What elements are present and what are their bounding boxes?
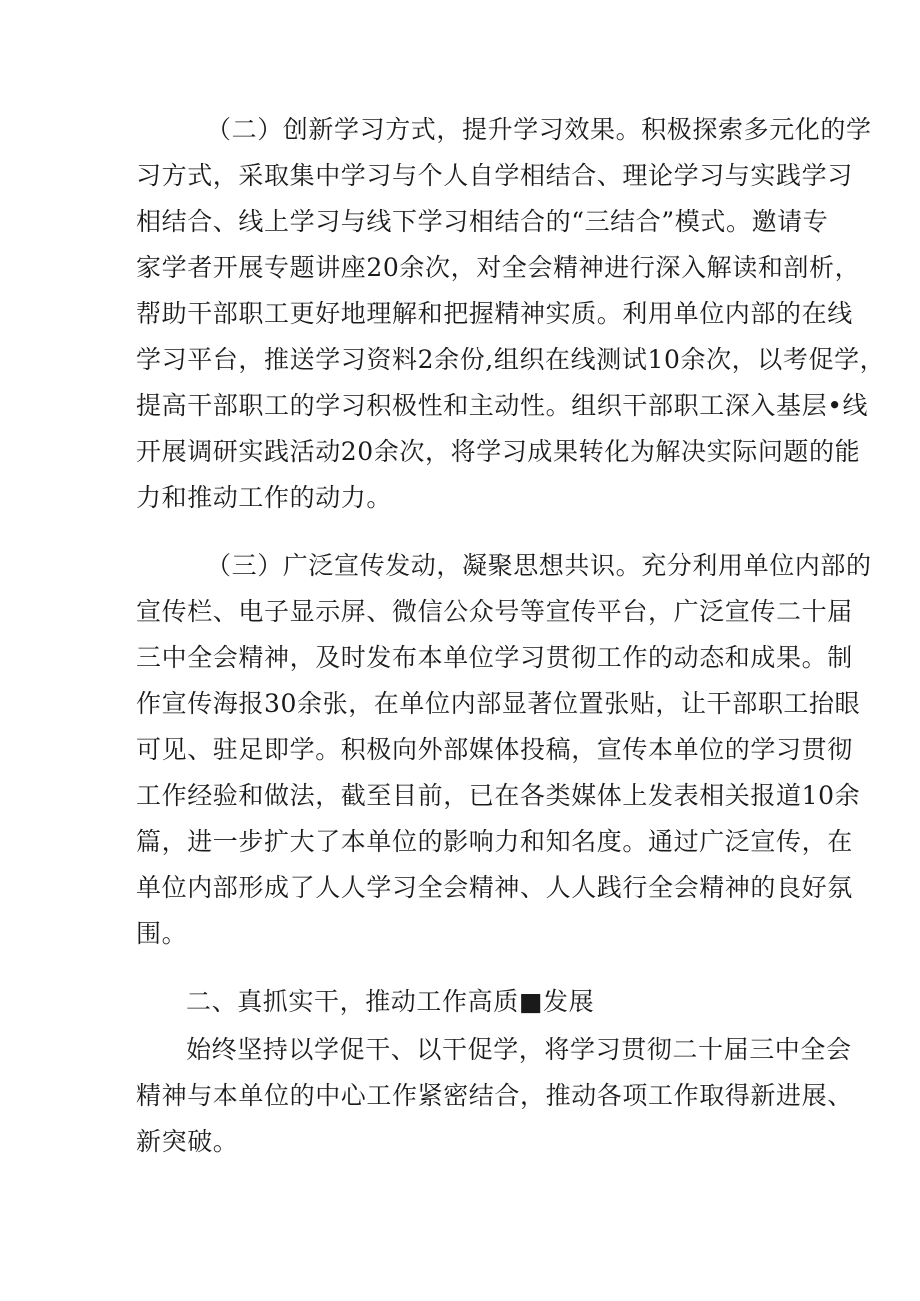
paragraph-line: 家学者开展专题讲座20余次，对全会精神进行深入解读和剖析， <box>136 253 861 282</box>
paragraph-line: 工作经验和做法，截至目前，已在各类媒体上发表相关报道10余 <box>136 781 861 810</box>
paragraph-line: 力和推动工作的动力。 <box>136 483 393 512</box>
paragraph-line: 篇，进一步扩大了本单位的影响力和知名度。通过广泛宣传，在 <box>136 827 853 856</box>
paragraph-line: 作宣传海报30余张，在单位内部显著位置张贴，让干部职工抬眼 <box>136 689 861 718</box>
paragraph-line: 提高干部职工的学习积极性和主动性。组织干部职工深入基层•线 <box>136 391 869 420</box>
paragraph-line: 学习平台，推送学习资料2余份,组织在线测试10余次，以考促学， <box>136 345 886 374</box>
paragraph-line: 精神与本单位的中心工作紧密结合，推动各项工作取得新进展、 <box>136 1081 853 1110</box>
section-heading: 二、真抓实干，推动工作高质■发展 <box>186 987 595 1016</box>
paragraph-line: 帮助干部职工更好地理解和把握精神实质。利用单位内部的在线 <box>136 299 853 328</box>
paragraph-line: 围。 <box>136 919 188 948</box>
paragraph-line: 宣传栏、电子显示屏、微信公众号等宣传平台，广泛宣传二十届 <box>136 597 853 626</box>
paragraph-line: （二）创新学习方式，提升学习效果。积极探索多元化的学 <box>206 115 872 144</box>
paragraph-line: 单位内部形成了人人学习全会精神、人人践行全会精神的良好氛 <box>136 873 853 902</box>
paragraph-line: 三中全会精神，及时发布本单位学习贯彻工作的动态和成果。制 <box>136 643 853 672</box>
paragraph-line: 新突破。 <box>136 1127 239 1156</box>
paragraph-line: 可见、驻足即学。积极向外部媒体投稿，宣传本单位的学习贯彻 <box>136 735 853 764</box>
paragraph-line: 开展调研实践活动20余次，将学习成果转化为解决实际问题的能 <box>136 437 861 466</box>
paragraph-line: 始终坚持以学促干、以干促学，将学习贯彻二十届三中全会 <box>186 1035 852 1064</box>
paragraph-line: 相结合、线上学习与线下学习相结合的“三结合”模式。邀请专 <box>136 207 829 236</box>
paragraph-line: （三）广泛宣传发动，凝聚思想共识。充分利用单位内部的 <box>206 551 872 580</box>
paragraph-line: 习方式，采取集中学习与个人自学相结合、理论学习与实践学习 <box>136 161 853 190</box>
